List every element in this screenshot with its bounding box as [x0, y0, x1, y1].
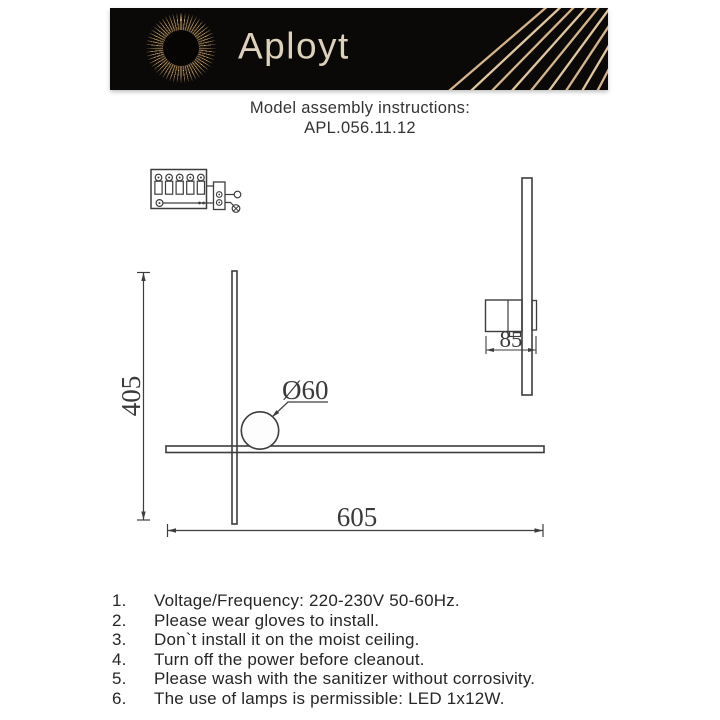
dim-depth-label: 85 — [499, 327, 523, 352]
list-item — [112, 611, 632, 631]
list-item — [112, 630, 632, 650]
item-number: 6. — [112, 688, 127, 708]
item-text: Don`t install it on the moist ceiling. — [154, 630, 420, 650]
item-text: The use of lamps is permissible: LED 1x12W. — [154, 688, 505, 708]
side-view-drawing — [486, 178, 537, 395]
dim-height-label: 405 — [116, 375, 146, 417]
brand-name: Aployt — [238, 25, 350, 67]
list-item — [112, 650, 632, 670]
item-text: Please wash with the sanitizer without corrosivity. — [154, 669, 536, 689]
item-number: 5. — [112, 669, 127, 689]
dim-length-label: 605 — [336, 502, 378, 532]
item-number: 3. — [112, 630, 127, 650]
list-item — [112, 669, 632, 689]
item-text: Please wear gloves to install. — [154, 610, 380, 630]
sphere-shade — [241, 412, 278, 449]
front-view-drawing — [166, 271, 544, 524]
page-title: Model assembly instructions: — [249, 99, 471, 117]
instructions-list — [112, 591, 632, 709]
list-item — [112, 591, 632, 611]
item-number: 4. — [112, 649, 127, 669]
dimension-height — [116, 273, 150, 521]
item-text: Turn off the power before cleanout. — [154, 649, 425, 669]
dimension-length — [168, 502, 544, 537]
wiring-diagram-icon — [151, 170, 241, 213]
model-number: APL.056.11.12 — [304, 119, 416, 137]
list-item — [112, 689, 632, 709]
item-text: Voltage/Frequency: 220-230V 50-60Hz. — [154, 591, 460, 610]
dim-diameter-label: Ø60 — [282, 375, 329, 405]
item-number: 1. — [112, 591, 127, 610]
item-number: 2. — [112, 610, 127, 630]
